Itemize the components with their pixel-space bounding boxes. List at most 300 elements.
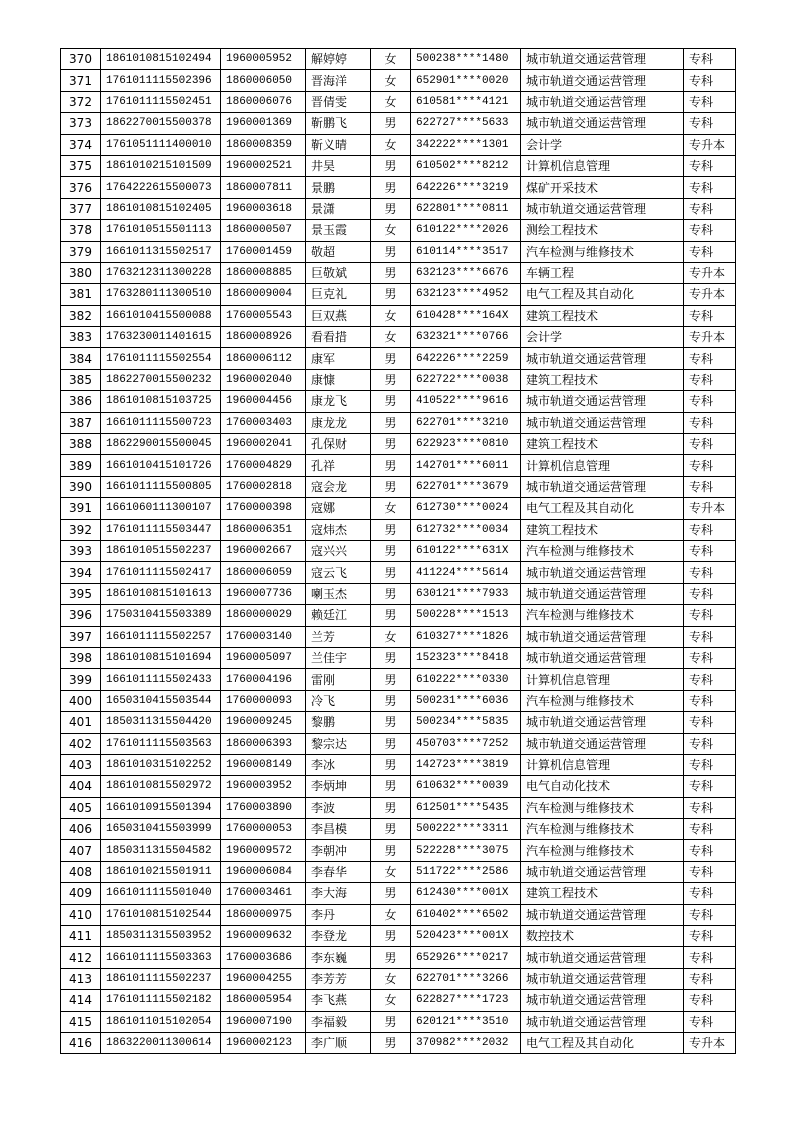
name-cell: 靳鹏飞 bbox=[306, 113, 371, 134]
exam-id-cell: 1761011115502182 bbox=[101, 990, 221, 1011]
id-card-cell: 152323****8418 bbox=[411, 647, 521, 668]
exam-id-cell: 1661011115500805 bbox=[101, 476, 221, 497]
exam-id-cell: 1861010815101694 bbox=[101, 647, 221, 668]
table-row bbox=[61, 690, 736, 711]
major-cell: 城市轨道交通运营管理 bbox=[521, 626, 684, 647]
student-id-cell: 1860006393 bbox=[221, 733, 306, 754]
level-cell: 专科 bbox=[684, 647, 736, 668]
table-row bbox=[61, 434, 736, 455]
name-cell: 李昌模 bbox=[306, 819, 371, 840]
id-card-cell: 511722****2586 bbox=[411, 861, 521, 882]
major-cell: 电气工程及其自动化 bbox=[521, 498, 684, 519]
student-id-cell: 1860000029 bbox=[221, 605, 306, 626]
seq-cell: 377 bbox=[61, 198, 101, 219]
exam-id-cell: 1750310415503389 bbox=[101, 605, 221, 626]
level-cell: 专科 bbox=[684, 797, 736, 818]
name-cell: 解婷婷 bbox=[306, 49, 371, 70]
table-row bbox=[61, 476, 736, 497]
major-cell: 数控技术 bbox=[521, 926, 684, 947]
seq-cell: 386 bbox=[61, 391, 101, 412]
student-id-cell: 1760003140 bbox=[221, 626, 306, 647]
seq-cell: 381 bbox=[61, 284, 101, 305]
exam-id-cell: 1863220011300614 bbox=[101, 1032, 221, 1053]
seq-cell: 400 bbox=[61, 690, 101, 711]
table-row bbox=[61, 819, 736, 840]
major-cell: 城市轨道交通运营管理 bbox=[521, 647, 684, 668]
id-card-cell: 612732****0034 bbox=[411, 519, 521, 540]
student-id-cell: 1760000093 bbox=[221, 690, 306, 711]
name-cell: 李广顺 bbox=[306, 1032, 371, 1053]
gender-cell: 男 bbox=[371, 155, 411, 176]
student-id-cell: 1760005543 bbox=[221, 305, 306, 326]
id-card-cell: 411224****5614 bbox=[411, 562, 521, 583]
exam-id-cell: 1861010315102252 bbox=[101, 754, 221, 775]
exam-id-cell: 1761011115502396 bbox=[101, 70, 221, 91]
level-cell: 专科 bbox=[684, 626, 736, 647]
level-cell: 专科 bbox=[684, 583, 736, 604]
id-card-cell: 612501****5435 bbox=[411, 797, 521, 818]
id-card-cell: 632321****0766 bbox=[411, 327, 521, 348]
gender-cell: 女 bbox=[371, 904, 411, 925]
seq-cell: 403 bbox=[61, 754, 101, 775]
level-cell: 专科 bbox=[684, 754, 736, 775]
level-cell: 专科 bbox=[684, 669, 736, 690]
gender-cell: 女 bbox=[371, 91, 411, 112]
major-cell: 计算机信息管理 bbox=[521, 155, 684, 176]
student-id-cell: 1960001369 bbox=[221, 113, 306, 134]
level-cell: 专科 bbox=[684, 819, 736, 840]
major-cell: 建筑工程技术 bbox=[521, 519, 684, 540]
major-cell: 汽车检测与维修技术 bbox=[521, 840, 684, 861]
level-cell: 专科 bbox=[684, 91, 736, 112]
gender-cell: 男 bbox=[371, 1032, 411, 1053]
level-cell: 专科 bbox=[684, 369, 736, 390]
student-id-cell: 1760000053 bbox=[221, 819, 306, 840]
table-row bbox=[61, 49, 736, 70]
name-cell: 康军 bbox=[306, 348, 371, 369]
exam-id-cell: 1761010815102544 bbox=[101, 904, 221, 925]
seq-cell: 405 bbox=[61, 797, 101, 818]
id-card-cell: 520423****001X bbox=[411, 926, 521, 947]
name-cell: 李福毅 bbox=[306, 1011, 371, 1032]
exam-id-cell: 1650310415503544 bbox=[101, 690, 221, 711]
seq-cell: 394 bbox=[61, 562, 101, 583]
major-cell: 测绘工程技术 bbox=[521, 220, 684, 241]
id-card-cell: 142701****6011 bbox=[411, 455, 521, 476]
student-id-cell: 1960006084 bbox=[221, 861, 306, 882]
gender-cell: 男 bbox=[371, 947, 411, 968]
level-cell: 专科 bbox=[684, 113, 736, 134]
id-card-cell: 622923****0810 bbox=[411, 434, 521, 455]
student-id-cell: 1960002667 bbox=[221, 540, 306, 561]
table-row bbox=[61, 947, 736, 968]
id-card-cell: 652901****0020 bbox=[411, 70, 521, 91]
table-row bbox=[61, 412, 736, 433]
name-cell: 赖廷江 bbox=[306, 605, 371, 626]
exam-id-cell: 1862290015500045 bbox=[101, 434, 221, 455]
exam-id-cell: 1661011115502257 bbox=[101, 626, 221, 647]
table-row bbox=[61, 348, 736, 369]
id-card-cell: 370982****2032 bbox=[411, 1032, 521, 1053]
id-card-cell: 642226****2259 bbox=[411, 348, 521, 369]
level-cell: 专科 bbox=[684, 776, 736, 797]
level-cell: 专科 bbox=[684, 348, 736, 369]
seq-cell: 397 bbox=[61, 626, 101, 647]
level-cell: 专科 bbox=[684, 305, 736, 326]
level-cell: 专科 bbox=[684, 49, 736, 70]
name-cell: 李丹 bbox=[306, 904, 371, 925]
seq-cell: 374 bbox=[61, 134, 101, 155]
level-cell: 专科 bbox=[684, 883, 736, 904]
level-cell: 专科 bbox=[684, 434, 736, 455]
exam-id-cell: 1761011115502451 bbox=[101, 91, 221, 112]
exam-id-cell: 1650310415503999 bbox=[101, 819, 221, 840]
level-cell: 专科 bbox=[684, 198, 736, 219]
seq-cell: 372 bbox=[61, 91, 101, 112]
gender-cell: 男 bbox=[371, 647, 411, 668]
name-cell: 景玉霞 bbox=[306, 220, 371, 241]
major-cell: 城市轨道交通运营管理 bbox=[521, 861, 684, 882]
table-row bbox=[61, 883, 736, 904]
exam-id-cell: 1761011115502417 bbox=[101, 562, 221, 583]
level-cell: 专科 bbox=[684, 605, 736, 626]
major-cell: 城市轨道交通运营管理 bbox=[521, 904, 684, 925]
gender-cell: 女 bbox=[371, 968, 411, 989]
table-row bbox=[61, 391, 736, 412]
level-cell: 专科 bbox=[684, 861, 736, 882]
name-cell: 李冰 bbox=[306, 754, 371, 775]
id-card-cell: 610114****3517 bbox=[411, 241, 521, 262]
name-cell: 李春华 bbox=[306, 861, 371, 882]
id-card-cell: 410522****9616 bbox=[411, 391, 521, 412]
id-card-cell: 500222****3311 bbox=[411, 819, 521, 840]
name-cell: 李飞燕 bbox=[306, 990, 371, 1011]
table-row bbox=[61, 562, 736, 583]
seq-cell: 378 bbox=[61, 220, 101, 241]
major-cell: 城市轨道交通运营管理 bbox=[521, 476, 684, 497]
major-cell: 建筑工程技术 bbox=[521, 369, 684, 390]
student-id-cell: 1760004196 bbox=[221, 669, 306, 690]
exam-id-cell: 1763212311300228 bbox=[101, 262, 221, 283]
seq-cell: 409 bbox=[61, 883, 101, 904]
gender-cell: 女 bbox=[371, 626, 411, 647]
id-card-cell: 630121****7933 bbox=[411, 583, 521, 604]
major-cell: 煤矿开采技术 bbox=[521, 177, 684, 198]
seq-cell: 414 bbox=[61, 990, 101, 1011]
gender-cell: 男 bbox=[371, 284, 411, 305]
level-cell: 专科 bbox=[684, 241, 736, 262]
name-cell: 李朝冲 bbox=[306, 840, 371, 861]
student-id-cell: 1760003461 bbox=[221, 883, 306, 904]
id-card-cell: 610428****164X bbox=[411, 305, 521, 326]
student-id-cell: 1960002123 bbox=[221, 1032, 306, 1053]
major-cell: 会计学 bbox=[521, 134, 684, 155]
level-cell: 专升本 bbox=[684, 1032, 736, 1053]
seq-cell: 370 bbox=[61, 49, 101, 70]
gender-cell: 男 bbox=[371, 113, 411, 134]
id-card-cell: 632123****4952 bbox=[411, 284, 521, 305]
table-row bbox=[61, 70, 736, 91]
seq-cell: 376 bbox=[61, 177, 101, 198]
table-row bbox=[61, 241, 736, 262]
name-cell: 黎鹏 bbox=[306, 712, 371, 733]
table-row bbox=[61, 926, 736, 947]
exam-id-cell: 1764222615500073 bbox=[101, 177, 221, 198]
gender-cell: 男 bbox=[371, 583, 411, 604]
student-id-cell: 1860009004 bbox=[221, 284, 306, 305]
student-id-cell: 1960003618 bbox=[221, 198, 306, 219]
student-id-cell: 1960009572 bbox=[221, 840, 306, 861]
exam-id-cell: 1763280111300510 bbox=[101, 284, 221, 305]
gender-cell: 男 bbox=[371, 540, 411, 561]
student-id-cell: 1860006059 bbox=[221, 562, 306, 583]
table-row bbox=[61, 840, 736, 861]
id-card-cell: 620121****3510 bbox=[411, 1011, 521, 1032]
name-cell: 晋倩雯 bbox=[306, 91, 371, 112]
gender-cell: 男 bbox=[371, 712, 411, 733]
exam-id-cell: 1661011115502433 bbox=[101, 669, 221, 690]
seq-cell: 393 bbox=[61, 540, 101, 561]
table-row bbox=[61, 540, 736, 561]
seq-cell: 395 bbox=[61, 583, 101, 604]
name-cell: 寇会龙 bbox=[306, 476, 371, 497]
seq-cell: 392 bbox=[61, 519, 101, 540]
student-id-cell: 1860007811 bbox=[221, 177, 306, 198]
table-row bbox=[61, 455, 736, 476]
student-id-cell: 1860008926 bbox=[221, 327, 306, 348]
level-cell: 专升本 bbox=[684, 327, 736, 348]
table-row bbox=[61, 968, 736, 989]
table-row bbox=[61, 134, 736, 155]
exam-id-cell: 1661011115500723 bbox=[101, 412, 221, 433]
table-row bbox=[61, 198, 736, 219]
major-cell: 计算机信息管理 bbox=[521, 455, 684, 476]
name-cell: 李大海 bbox=[306, 883, 371, 904]
student-id-cell: 1860006351 bbox=[221, 519, 306, 540]
seq-cell: 416 bbox=[61, 1032, 101, 1053]
major-cell: 电气工程及其自动化 bbox=[521, 1032, 684, 1053]
exam-id-cell: 1761011115503447 bbox=[101, 519, 221, 540]
seq-cell: 390 bbox=[61, 476, 101, 497]
level-cell: 专科 bbox=[684, 712, 736, 733]
exam-id-cell: 1761051111400010 bbox=[101, 134, 221, 155]
name-cell: 李登龙 bbox=[306, 926, 371, 947]
seq-cell: 413 bbox=[61, 968, 101, 989]
student-id-cell: 1860008885 bbox=[221, 262, 306, 283]
level-cell: 专科 bbox=[684, 177, 736, 198]
seq-cell: 382 bbox=[61, 305, 101, 326]
level-cell: 专科 bbox=[684, 391, 736, 412]
major-cell: 城市轨道交通运营管理 bbox=[521, 947, 684, 968]
id-card-cell: 500234****5835 bbox=[411, 712, 521, 733]
major-cell: 城市轨道交通运营管理 bbox=[521, 49, 684, 70]
major-cell: 城市轨道交通运营管理 bbox=[521, 412, 684, 433]
id-card-cell: 500238****1480 bbox=[411, 49, 521, 70]
table-body bbox=[61, 49, 736, 1054]
gender-cell: 男 bbox=[371, 434, 411, 455]
seq-cell: 375 bbox=[61, 155, 101, 176]
gender-cell: 男 bbox=[371, 348, 411, 369]
name-cell: 黎宗达 bbox=[306, 733, 371, 754]
gender-cell: 男 bbox=[371, 797, 411, 818]
student-id-cell: 1760003890 bbox=[221, 797, 306, 818]
student-id-cell: 1960004255 bbox=[221, 968, 306, 989]
table-row bbox=[61, 113, 736, 134]
student-id-cell: 1960005097 bbox=[221, 647, 306, 668]
level-cell: 专科 bbox=[684, 947, 736, 968]
gender-cell: 女 bbox=[371, 70, 411, 91]
level-cell: 专升本 bbox=[684, 134, 736, 155]
id-card-cell: 610632****0039 bbox=[411, 776, 521, 797]
name-cell: 李炳坤 bbox=[306, 776, 371, 797]
student-id-cell: 1760003403 bbox=[221, 412, 306, 433]
seq-cell: 380 bbox=[61, 262, 101, 283]
gender-cell: 男 bbox=[371, 754, 411, 775]
major-cell: 电气工程及其自动化 bbox=[521, 284, 684, 305]
level-cell: 专科 bbox=[684, 70, 736, 91]
student-id-cell: 1860006076 bbox=[221, 91, 306, 112]
id-card-cell: 610327****1826 bbox=[411, 626, 521, 647]
level-cell: 专升本 bbox=[684, 262, 736, 283]
id-card-cell: 610581****4121 bbox=[411, 91, 521, 112]
exam-id-cell: 1861010815102494 bbox=[101, 49, 221, 70]
name-cell: 井昊 bbox=[306, 155, 371, 176]
gender-cell: 男 bbox=[371, 519, 411, 540]
gender-cell: 男 bbox=[371, 262, 411, 283]
level-cell: 专科 bbox=[684, 455, 736, 476]
id-card-cell: 610222****0330 bbox=[411, 669, 521, 690]
table-row bbox=[61, 498, 736, 519]
student-id-cell: 1960002041 bbox=[221, 434, 306, 455]
id-card-cell: 622827****1723 bbox=[411, 990, 521, 1011]
major-cell: 汽车检测与维修技术 bbox=[521, 690, 684, 711]
exam-id-cell: 1850311315504582 bbox=[101, 840, 221, 861]
major-cell: 城市轨道交通运营管理 bbox=[521, 968, 684, 989]
table-row bbox=[61, 91, 736, 112]
id-card-cell: 500228****1513 bbox=[411, 605, 521, 626]
gender-cell: 男 bbox=[371, 177, 411, 198]
name-cell: 寇云飞 bbox=[306, 562, 371, 583]
seq-cell: 384 bbox=[61, 348, 101, 369]
table-row bbox=[61, 733, 736, 754]
exam-id-cell: 1661011115503363 bbox=[101, 947, 221, 968]
id-card-cell: 622701****3679 bbox=[411, 476, 521, 497]
level-cell: 专升本 bbox=[684, 284, 736, 305]
major-cell: 计算机信息管理 bbox=[521, 669, 684, 690]
table-row bbox=[61, 305, 736, 326]
major-cell: 城市轨道交通运营管理 bbox=[521, 113, 684, 134]
seq-cell: 408 bbox=[61, 861, 101, 882]
seq-cell: 398 bbox=[61, 647, 101, 668]
major-cell: 会计学 bbox=[521, 327, 684, 348]
table-row bbox=[61, 1011, 736, 1032]
student-id-cell: 1960005952 bbox=[221, 49, 306, 70]
level-cell: 专科 bbox=[684, 690, 736, 711]
gender-cell: 男 bbox=[371, 369, 411, 390]
name-cell: 李波 bbox=[306, 797, 371, 818]
level-cell: 专科 bbox=[684, 840, 736, 861]
exam-id-cell: 1861010815502972 bbox=[101, 776, 221, 797]
major-cell: 城市轨道交通运营管理 bbox=[521, 70, 684, 91]
student-id-cell: 1760001459 bbox=[221, 241, 306, 262]
gender-cell: 男 bbox=[371, 840, 411, 861]
student-id-cell: 1760004829 bbox=[221, 455, 306, 476]
id-card-cell: 500231****6036 bbox=[411, 690, 521, 711]
table-row bbox=[61, 262, 736, 283]
name-cell: 李东巍 bbox=[306, 947, 371, 968]
level-cell: 专科 bbox=[684, 904, 736, 925]
name-cell: 看看措 bbox=[306, 327, 371, 348]
table-row bbox=[61, 669, 736, 690]
gender-cell: 男 bbox=[371, 241, 411, 262]
seq-cell: 389 bbox=[61, 455, 101, 476]
gender-cell: 男 bbox=[371, 819, 411, 840]
seq-cell: 379 bbox=[61, 241, 101, 262]
student-id-cell: 1860006112 bbox=[221, 348, 306, 369]
major-cell: 城市轨道交通运营管理 bbox=[521, 583, 684, 604]
name-cell: 景鹏 bbox=[306, 177, 371, 198]
table-row bbox=[61, 177, 736, 198]
seq-cell: 407 bbox=[61, 840, 101, 861]
id-card-cell: 622701****3266 bbox=[411, 968, 521, 989]
gender-cell: 男 bbox=[371, 669, 411, 690]
id-card-cell: 622722****0038 bbox=[411, 369, 521, 390]
exam-id-cell: 1661010415500088 bbox=[101, 305, 221, 326]
seq-cell: 411 bbox=[61, 926, 101, 947]
name-cell: 敬超 bbox=[306, 241, 371, 262]
table-row bbox=[61, 626, 736, 647]
table-row bbox=[61, 605, 736, 626]
id-card-cell: 610122****2026 bbox=[411, 220, 521, 241]
exam-id-cell: 1861010515502237 bbox=[101, 540, 221, 561]
id-card-cell: 622727****5633 bbox=[411, 113, 521, 134]
id-card-cell: 632123****6676 bbox=[411, 262, 521, 283]
seq-cell: 371 bbox=[61, 70, 101, 91]
table-row bbox=[61, 519, 736, 540]
student-id-cell: 1860008359 bbox=[221, 134, 306, 155]
name-cell: 兰佳宇 bbox=[306, 647, 371, 668]
table-row bbox=[61, 797, 736, 818]
name-cell: 康龙飞 bbox=[306, 391, 371, 412]
table-row bbox=[61, 327, 736, 348]
major-cell: 计算机信息管理 bbox=[521, 754, 684, 775]
id-card-cell: 522228****3075 bbox=[411, 840, 521, 861]
seq-cell: 415 bbox=[61, 1011, 101, 1032]
name-cell: 孔保财 bbox=[306, 434, 371, 455]
major-cell: 城市轨道交通运营管理 bbox=[521, 712, 684, 733]
table-row bbox=[61, 284, 736, 305]
table-row bbox=[61, 155, 736, 176]
level-cell: 专科 bbox=[684, 519, 736, 540]
major-cell: 城市轨道交通运营管理 bbox=[521, 391, 684, 412]
student-id-cell: 1960008149 bbox=[221, 754, 306, 775]
name-cell: 巨敬斌 bbox=[306, 262, 371, 283]
seq-cell: 396 bbox=[61, 605, 101, 626]
level-cell: 专科 bbox=[684, 155, 736, 176]
gender-cell: 男 bbox=[371, 883, 411, 904]
id-card-cell: 612730****0024 bbox=[411, 498, 521, 519]
gender-cell: 男 bbox=[371, 733, 411, 754]
level-cell: 专科 bbox=[684, 476, 736, 497]
major-cell: 建筑工程技术 bbox=[521, 305, 684, 326]
student-id-cell: 1860006050 bbox=[221, 70, 306, 91]
gender-cell: 男 bbox=[371, 562, 411, 583]
level-cell: 专科 bbox=[684, 220, 736, 241]
student-id-cell: 1860005954 bbox=[221, 990, 306, 1011]
gender-cell: 男 bbox=[371, 690, 411, 711]
seq-cell: 385 bbox=[61, 369, 101, 390]
major-cell: 城市轨道交通运营管理 bbox=[521, 348, 684, 369]
